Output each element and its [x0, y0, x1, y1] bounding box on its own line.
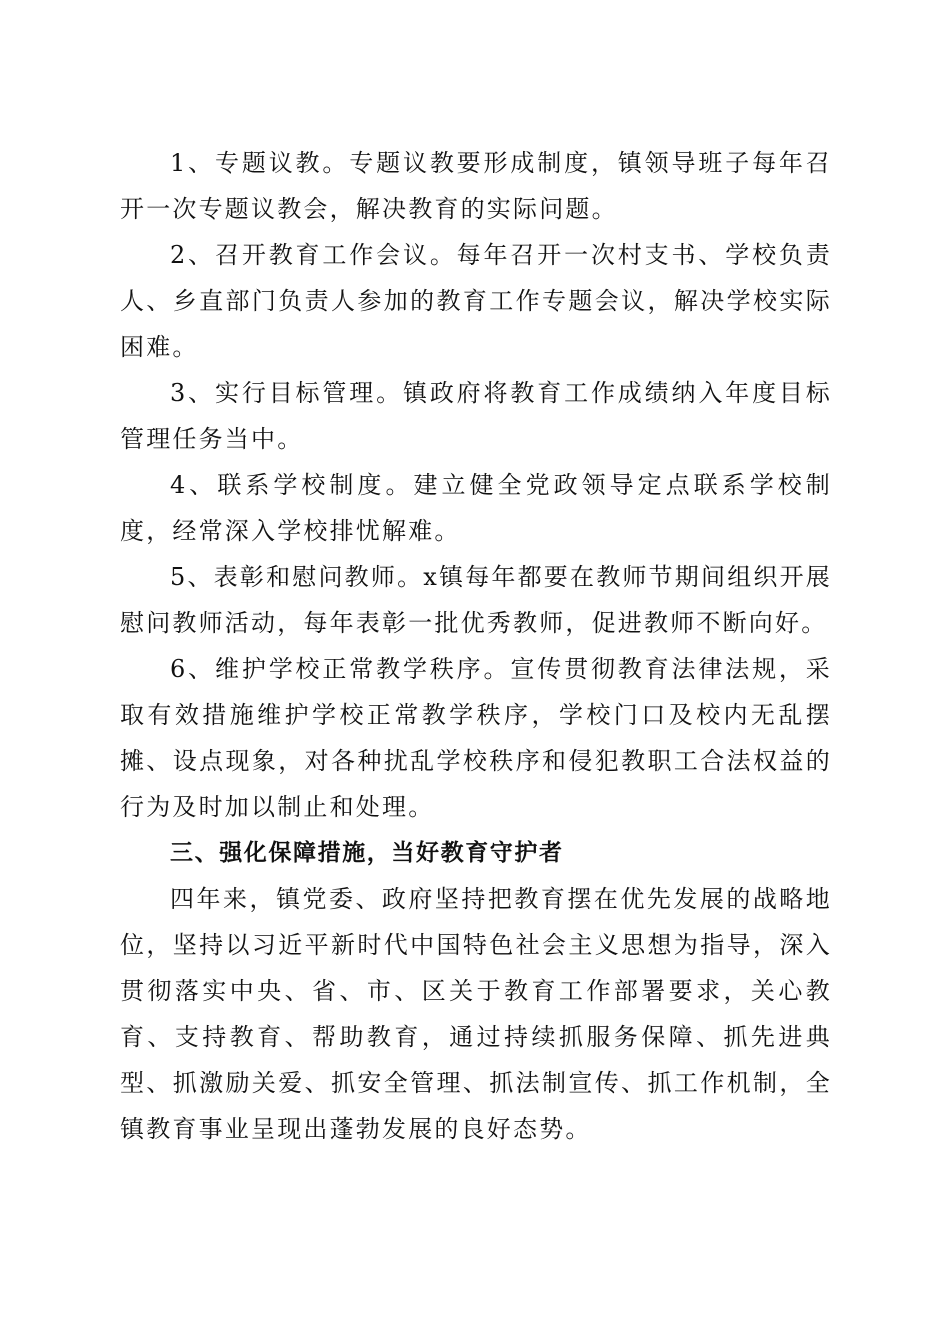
paragraph-topic-discussion: 1、专题议教。专题议教要形成制度，镇领导班子每年召开一次专题议教会，解决教育的实际问题。 [120, 149, 832, 223]
paragraph-school-order: 6、维护学校正常教学秩序。宣传贯彻教育法律法规，采取有效措施维护学校正常教学秩序，学校门口及校内无乱摆摊、设点现象，对各种扰乱学校秩序和侵犯教职工合法权益的行为及时加以制止和处理。 [120, 655, 832, 821]
paragraph-school-liaison: 4、联系学校制度。建立健全党政领导定点联系学校制度，经常深入学校排忧解难。 [120, 471, 832, 545]
section-heading: 三、强化保障措施，当好教育守护者 [170, 840, 564, 866]
paragraph-education-meeting: 2、召开教育工作会议。每年召开一次村支书、学校负责人、乡直部门负责人参加的教育工作专题会议，解决学校实际困难。 [120, 241, 832, 361]
paragraph-teacher-recognition: 5、表彰和慰问教师。x镇每年都要在教师节期间组织开展慰问教师活动，每年表彰一批优秀教师，促进教师不断向好。 [120, 563, 833, 637]
document-body [120, 140, 832, 1152]
paragraph-closing-summary: 四年来，镇党委、政府坚持把教育摆在优先发展的战略地位，坚持以习近平新时代中国特色社会主义思想为指导，深入贯彻落实中央、省、市、区关于教育工作部署要求，关心教育、支持教育、帮助教育，通过持续抓服务保障、抓先进典型、抓激励关爱、抓安全管理、抓法制宣传、抓工作机制，全镇教育事业呈现出蓬勃发展的良好态势。 [120, 885, 832, 1143]
paragraph-target-management: 3、实行目标管理。镇政府将教育工作成绩纳入年度目标管理任务当中。 [120, 379, 832, 453]
